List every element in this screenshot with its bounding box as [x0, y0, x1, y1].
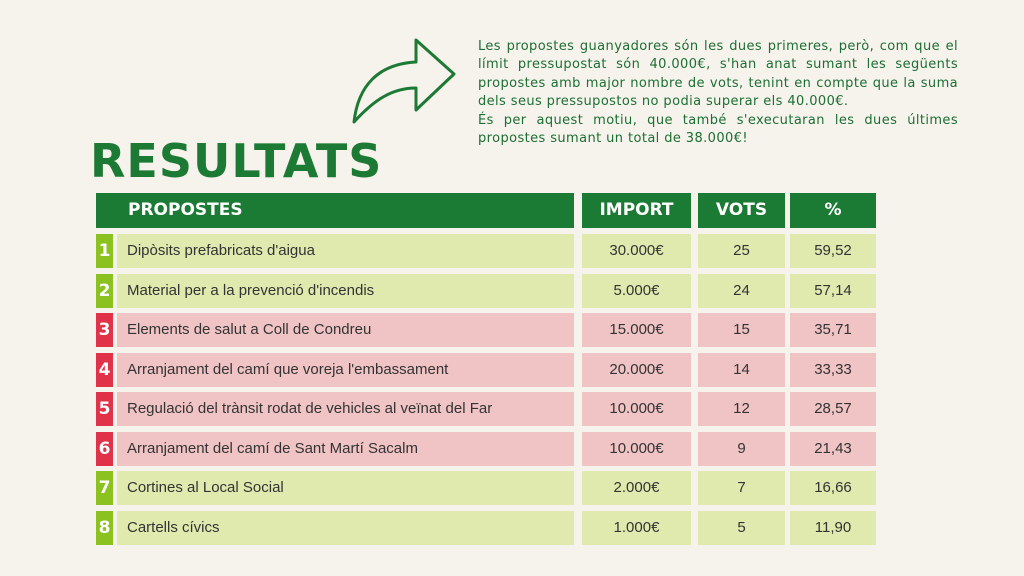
- proposal-import: 5.000€: [582, 274, 691, 308]
- header-percent: %: [790, 193, 876, 228]
- proposal-votes: 12: [698, 392, 785, 426]
- proposal-import: 20.000€: [582, 353, 691, 387]
- proposal-name: Elements de salut a Coll de Condreu: [117, 313, 574, 347]
- proposal-import: 2.000€: [582, 471, 691, 505]
- proposal-import: 10.000€: [582, 392, 691, 426]
- proposal-percent: 28,57: [790, 392, 876, 426]
- row-number-badge: 7: [96, 471, 113, 505]
- header-import: IMPORT: [582, 193, 691, 228]
- table-row: [96, 392, 876, 426]
- proposal-name: Dipòsits prefabricats d'aigua: [117, 234, 574, 268]
- note-paragraph-2: És per aquest motiu, que també s'executaran les dues últimes propostes sumant un total de 38.000€!: [478, 112, 958, 147]
- proposal-name: Arranjament del camí de Sant Martí Sacalm: [117, 432, 574, 466]
- proposal-name: Arranjament del camí que voreja l'embassament: [117, 353, 574, 387]
- proposal-votes: 14: [698, 353, 785, 387]
- page-title: RESULTATS: [90, 134, 383, 188]
- row-number-badge: 3: [96, 313, 113, 347]
- table-row: [96, 353, 876, 387]
- proposal-name: Material per a la prevenció d'incendis: [117, 274, 574, 308]
- proposal-votes: 15: [698, 313, 785, 347]
- proposal-votes: 9: [698, 432, 785, 466]
- proposal-import: 15.000€: [582, 313, 691, 347]
- proposal-votes: 5: [698, 511, 785, 545]
- note-paragraph-1: Les propostes guanyadores són les dues primeres, però, com que el límit pressupostat són 40.000€, s'han anat sumant les següents propostes amb major nombre de vots, tenint en compte que la suma dels seus pressupostos no podia superar els 40.000€.: [478, 39, 958, 110]
- table-row: [96, 471, 876, 505]
- proposal-votes: 24: [698, 274, 785, 308]
- row-number-badge: 4: [96, 353, 113, 387]
- header-vots: VOTS: [698, 193, 785, 228]
- header-propostes: PROPOSTES: [96, 193, 574, 228]
- curved-arrow-right-icon: [348, 30, 460, 126]
- proposal-percent: 35,71: [790, 313, 876, 347]
- proposal-name: Cartells cívics: [117, 511, 574, 545]
- row-number-badge: 5: [96, 392, 113, 426]
- table-row: [96, 234, 876, 268]
- row-number-badge: 1: [96, 234, 113, 268]
- row-number-badge: 6: [96, 432, 113, 466]
- table-row: [96, 313, 876, 347]
- proposal-percent: 21,43: [790, 432, 876, 466]
- proposal-votes: 7: [698, 471, 785, 505]
- explanation-note: [478, 38, 958, 148]
- table-row: [96, 274, 876, 308]
- proposal-percent: 16,66: [790, 471, 876, 505]
- table-row: [96, 432, 876, 466]
- proposal-votes: 25: [698, 234, 785, 268]
- proposal-percent: 59,52: [790, 234, 876, 268]
- proposal-name: Regulació del trànsit rodat de vehicles al veïnat del Far: [117, 392, 574, 426]
- proposal-import: 10.000€: [582, 432, 691, 466]
- proposal-percent: 57,14: [790, 274, 876, 308]
- row-number-badge: 8: [96, 511, 113, 545]
- proposal-import: 1.000€: [582, 511, 691, 545]
- proposal-import: 30.000€: [582, 234, 691, 268]
- proposal-percent: 11,90: [790, 511, 876, 545]
- table-row: [96, 511, 876, 545]
- row-number-badge: 2: [96, 274, 113, 308]
- proposal-percent: 33,33: [790, 353, 876, 387]
- proposal-name: Cortines al Local Social: [117, 471, 574, 505]
